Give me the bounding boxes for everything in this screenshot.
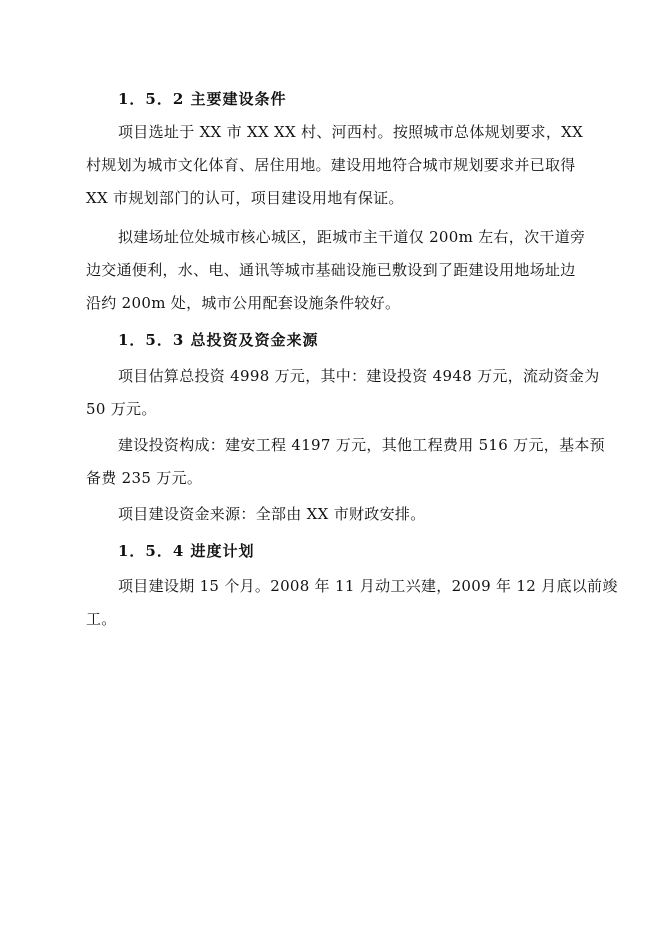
paragraph-line: 项目建设期 15 个月。2008 年 11 月动工兴建，2009 年 12 月底以前竣 (118, 577, 618, 595)
section-heading-1-5-2: 1．5．2 主要建设条件 (118, 90, 287, 108)
paragraph-line: 村规划为城市文化体育、居住用地。建设用地符合城市规划要求并已取得 (86, 156, 576, 174)
paragraph-line: 沿约 200m 处，城市公用配套设施条件较好。 (86, 294, 401, 312)
section-heading-1-5-3: 1．5．3 总投资及资金来源 (118, 331, 319, 349)
paragraph-line: 50 万元。 (86, 400, 157, 418)
paragraph-line: 工。 (86, 610, 117, 628)
paragraph-line: 拟建场址位处城市核心城区，距城市主干道仅 200m 左右，次干道旁 (118, 228, 586, 246)
paragraph-line: 项目估算总投资 4998 万元，其中：建设投资 4948 万元，流动资金为 (118, 367, 600, 385)
paragraph-line: 建设投资构成：建安工程 4197 万元，其他工程费用 516 万元，基本预 (118, 436, 605, 454)
paragraph-line: 项目建设资金来源：全部由 XX 市财政安排。 (118, 505, 426, 523)
paragraph-line: 边交通便利，水、电、通讯等城市基础设施已敷设到了距建设用地场址边 (86, 261, 576, 279)
paragraph-line: 备费 235 万元。 (86, 469, 203, 487)
paragraph-line: 项目选址于 XX 市 XX XX 村、河西村。按照城市总体规划要求，XX (118, 123, 584, 141)
section-heading-1-5-4: 1．5．4 进度计划 (118, 542, 255, 560)
paragraph-line: XX 市规划部门的认可，项目建设用地有保证。 (86, 189, 404, 207)
